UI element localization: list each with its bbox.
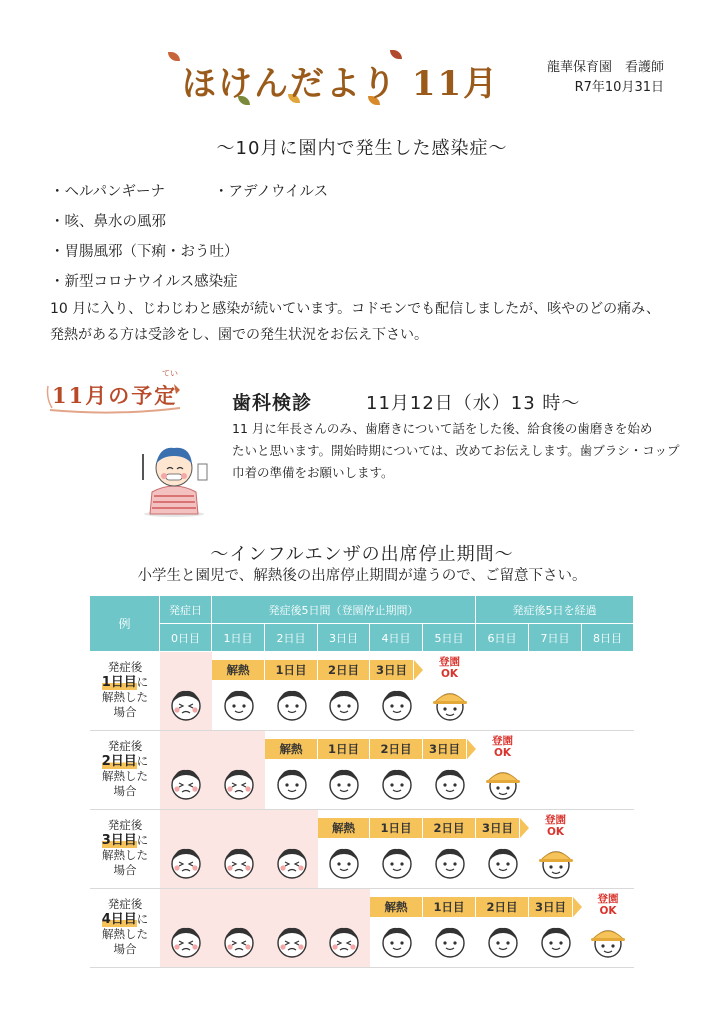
row-label — [90, 739, 160, 799]
arrow-step: 解熱 — [370, 897, 423, 917]
influenza-title: ～インフルエンザの出席停止期間～ — [210, 544, 514, 565]
arrow-tip-icon — [467, 739, 476, 759]
arrow-step: 解熱 — [265, 739, 318, 759]
row-label-day: 1日目 — [101, 675, 137, 690]
row-label-line: 場合 — [113, 705, 137, 719]
day-header: 4日目 — [370, 624, 423, 652]
attendance-ok-badge — [585, 893, 631, 917]
sick-child-icon — [274, 923, 310, 959]
day-header: 2日目 — [265, 624, 318, 652]
child-face-icon — [485, 844, 521, 880]
infection-paragraph — [50, 296, 690, 348]
infections-title: ～10月に園内で発生した感染症～ — [216, 138, 508, 159]
row-label-line: 発症後 — [107, 739, 143, 753]
child-face-icon — [432, 923, 468, 959]
infection-item: ・新型コロナウイルス感染症 — [50, 274, 238, 290]
row-label-suffix: に — [136, 833, 149, 847]
arrow-step: 1日目 — [318, 739, 370, 759]
arrow-step: 3日目 — [423, 739, 467, 759]
row-label-line: 発症後 — [107, 660, 143, 674]
recovery-arrow — [265, 739, 467, 759]
row-label-line: 発症後 — [107, 897, 143, 911]
row-label-line: 解熱した — [102, 769, 148, 783]
row-label-day: 4日目 — [101, 912, 137, 927]
arrow-tip-icon — [573, 897, 582, 917]
ok-badge-line: 登園 — [439, 656, 460, 668]
row-divider — [90, 967, 634, 968]
table-corner: 例 — [90, 596, 160, 652]
recovery-arrow — [318, 818, 520, 838]
child-face-icon — [379, 844, 415, 880]
infection-item: ・咳、鼻水の風邪 — [50, 214, 166, 230]
arrow-step: 3日目 — [476, 818, 520, 838]
day-header: 5日目 — [423, 624, 476, 652]
healthy-child-hat-icon — [432, 686, 468, 722]
arrow-step: 3日目 — [529, 897, 573, 917]
attendance-ok-badge — [427, 656, 473, 680]
newsletter-logo — [168, 48, 500, 108]
arrow-tip-icon — [520, 818, 529, 838]
row-label-line: 解熱した — [102, 690, 148, 704]
sick-child-icon — [168, 765, 204, 801]
dental-line: たいと思います。開始時期については、改めてお伝えします。歯ブラシ・コップ — [232, 443, 680, 458]
child-brushing-icon — [138, 434, 210, 518]
row-label-line: 解熱した — [102, 848, 148, 862]
dental-title: 歯科検診 — [232, 392, 313, 414]
row-label-suffix: に — [136, 675, 149, 689]
sick-child-icon — [168, 686, 204, 722]
paragraph-line: 10 月に入り、じわじわと感染が続いています。コドモンでも配信しましたが、咳やのどの痛み、 — [50, 301, 660, 317]
row-label — [90, 818, 160, 878]
row-label-line: 場合 — [113, 863, 137, 877]
group-after: 発症後5日を経過 — [476, 596, 634, 624]
child-face-icon — [538, 923, 574, 959]
row-label-suffix: に — [136, 754, 149, 768]
arrow-step: 2日目 — [476, 897, 529, 917]
child-face-icon — [379, 765, 415, 801]
ok-badge-line: OK — [493, 747, 512, 759]
row-label — [90, 660, 160, 720]
day-header: 6日目 — [476, 624, 529, 652]
leaf-icon — [168, 52, 180, 61]
row-label-line: 場合 — [113, 942, 137, 956]
attendance-table — [90, 596, 634, 968]
arrow-step: 2日目 — [423, 818, 476, 838]
group-five-days: 発症後5日間（登園停止期間） — [212, 596, 476, 624]
child-face-icon — [326, 844, 362, 880]
paragraph-line: 発熱がある方は受診をし、園での発生状況をお伝え下さい。 — [50, 327, 428, 343]
day-header: 0日目 — [160, 624, 212, 652]
child-face-icon — [379, 686, 415, 722]
recovery-arrow — [370, 897, 573, 917]
issuer-info — [547, 58, 664, 98]
stamp-text: 11月の予定 — [52, 383, 178, 408]
ok-badge-line: 登園 — [492, 735, 513, 747]
healthy-child-hat-icon — [538, 844, 574, 880]
child-face-icon — [432, 765, 468, 801]
row-label-line — [90, 754, 160, 769]
day-header: 8日目 — [582, 624, 634, 652]
ok-badge-line: 登園 — [597, 893, 619, 905]
child-face-icon — [326, 686, 362, 722]
arrow-step: 解熱 — [318, 818, 370, 838]
influenza-subtitle: 小学生と園児で、解熱後の出席停止期間が違うので、ご留意下さい。 — [137, 568, 587, 584]
sick-child-icon — [221, 765, 257, 801]
arrow-step: 2日目 — [318, 660, 370, 680]
row-label-line — [90, 675, 160, 690]
healthy-child-hat-icon — [485, 765, 521, 801]
stamp-ruby: てい — [162, 369, 178, 378]
ok-badge-line: 登園 — [545, 814, 566, 826]
attendance-ok-badge — [533, 814, 579, 838]
arrow-step: 3日目 — [370, 660, 414, 680]
sick-child-icon — [221, 844, 257, 880]
ok-badge-line: OK — [599, 905, 617, 917]
row-label-line: 解熱した — [102, 927, 148, 941]
row-label-line: 発症後 — [107, 818, 143, 832]
row-label-line — [90, 912, 160, 927]
child-face-icon — [274, 765, 310, 801]
sick-child-icon — [274, 844, 310, 880]
issuer-name: 龍華保育園 看護師 — [546, 60, 664, 75]
sick-child-icon — [168, 844, 204, 880]
arrow-tip-icon — [414, 660, 423, 680]
infection-item: ・アデノウイルス — [214, 184, 329, 200]
row-label-line — [90, 833, 160, 848]
row-label-suffix: に — [136, 912, 149, 926]
attendance-ok-badge — [480, 735, 526, 759]
logo-title: ほけんだより 11月 — [182, 64, 500, 104]
infection-item: ・ヘルパンギーナ — [50, 184, 165, 200]
sick-child-icon — [326, 923, 362, 959]
child-face-icon — [326, 765, 362, 801]
recovery-arrow — [212, 660, 414, 680]
issue-date: R7年10月31日 — [574, 80, 664, 95]
child-face-icon — [432, 844, 468, 880]
day-header: 1日目 — [212, 624, 265, 652]
dental-body — [232, 418, 702, 484]
arrow-step: 2日目 — [370, 739, 423, 759]
child-face-icon — [274, 686, 310, 722]
row-label-day: 3日目 — [101, 833, 137, 848]
row-label-line: 場合 — [113, 784, 137, 798]
group-onset: 発症日 — [160, 596, 212, 624]
ok-badge-line: OK — [440, 668, 459, 680]
row-label-day: 2日目 — [101, 754, 137, 769]
arrow-step: 解熱 — [212, 660, 265, 680]
arrow-step: 1日目 — [370, 818, 423, 838]
dental-date: 11月12日（水）13 時～ — [366, 393, 581, 414]
schedule-stamp — [46, 369, 186, 416]
dental-line: 11 月に年長さんのみ、歯磨きについて話をした後、給食後の歯磨きを始め — [232, 421, 653, 436]
child-face-icon — [221, 686, 257, 722]
arrow-step: 1日目 — [265, 660, 318, 680]
sick-child-icon — [221, 923, 257, 959]
healthy-child-hat-icon — [590, 923, 626, 959]
arrow-step: 1日目 — [423, 897, 476, 917]
ok-badge-line: OK — [546, 826, 565, 838]
row-label — [90, 897, 160, 957]
day-header: 3日目 — [318, 624, 370, 652]
child-face-icon — [379, 923, 415, 959]
child-face-icon — [485, 923, 521, 959]
sick-child-icon — [168, 923, 204, 959]
dental-line: 巾着の準備をお願いします。 — [232, 465, 394, 480]
day-header: 7日目 — [529, 624, 582, 652]
infection-item: ・胃腸風邪（下痢・おう吐） — [50, 244, 239, 260]
